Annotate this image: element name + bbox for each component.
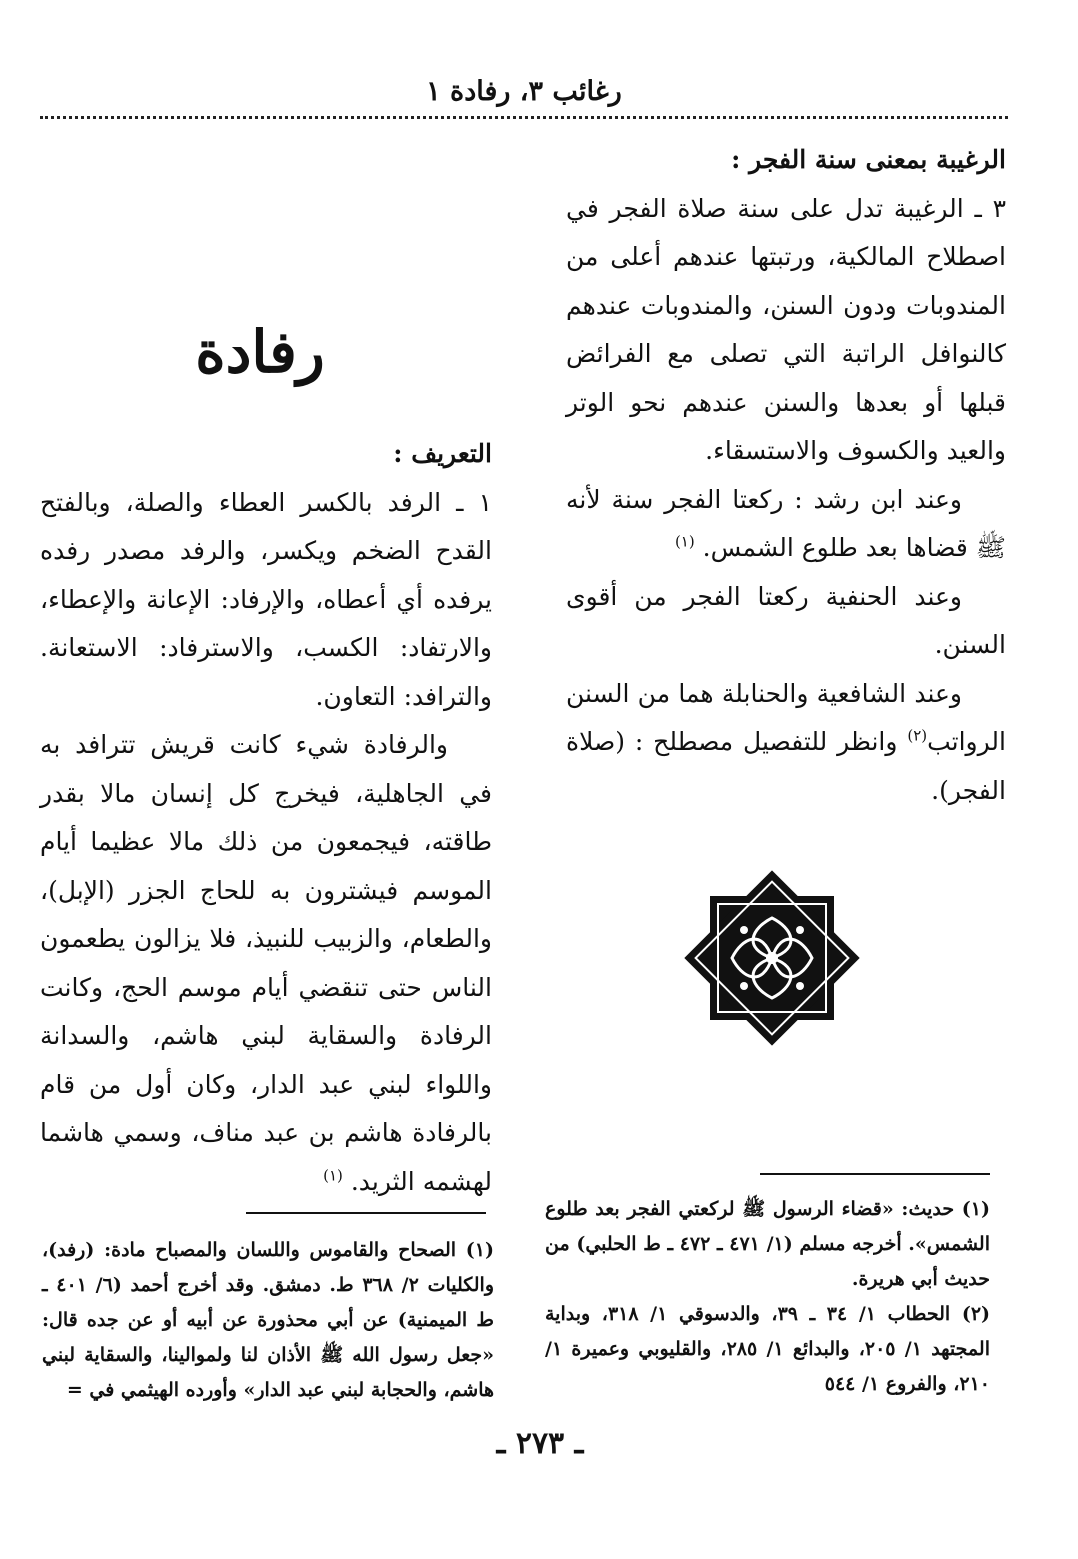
footnote-ref: (١) <box>323 1166 343 1185</box>
right-column <box>566 136 1006 815</box>
star-ornament-icon <box>682 868 862 1048</box>
paragraph-text: وعند الشافعية والحنابلة هما من السنن الرواتب <box>566 678 1006 756</box>
footnotes-left <box>42 1233 494 1408</box>
paragraph: ٣ ـ الرغيبة تدل على سنة صلاة الفجر في اصطلاح المالكية، ورتبتها عندهم أعلى من المندوبات ودون السنن، والمندوبات عندهم كالنوافل الراتبة التي تصلى مع الفرائض قبلها أو بعدها والسنن عندهم نحو الوتر والعيد والكسوف والاستسقاء. <box>566 193 1006 465</box>
section-heading: الرغيبة بمعنى سنة الفجر : <box>731 145 1006 174</box>
header-dotted-rule <box>40 116 1008 119</box>
paragraph-text: والرفادة شيء كانت قريش تترافد به في الجاهلية، فيخرج كل إنسان مالا بقدر طاقته، فيجمعون من ذلك مالا عظيما أيام الموسم فيشترون به للحاج الجزر (الإبل)، والطعام، والزبيب للنبيذ، فلا يزالون يطعمون الناس حتى تنقضي أيام موسم الحج، وكانت الرفادة والسقاية لبني هاشم، والسدانة واللواء لبني عبد الدار، وكان أول من قام بالرفادة هاشم بن عبد مناف، وسمي هاشما لهشمه الثريد. <box>40 730 492 1196</box>
footnote: (٢) الحطاب ١/ ٣٤ ـ ٣٩، والدسوقي ١/ ٣١٨، وبداية المجتهد ١/ ٢٠٥، والبدائع ١/ ٢٨٥، والقليوبي وعميرة ١/ ٢١٠، والفروع ١/ ٥٤٤ <box>545 1303 991 1395</box>
paragraph-text: وعند ابن رشد : ركعتا الفجر سنة لأنه ﷺ قضاها بعد طلوع الشمس. <box>566 484 1006 562</box>
paragraph: وعند الحنفية ركعتا الفجر من أقوى السنن. <box>566 581 1006 659</box>
entry-title: رفادة <box>195 318 325 386</box>
footnote-divider <box>246 1212 486 1214</box>
paragraph <box>566 670 1006 816</box>
paragraph <box>566 476 1006 573</box>
footnote-ref: (٢) <box>907 726 928 745</box>
paragraph-text: وانظر للتفصيل مصطلح : (صلاة الفجر). <box>566 727 1006 805</box>
paragraph <box>40 721 492 1206</box>
running-header: رغائب ٣، رفادة ١ <box>426 76 622 107</box>
footnote-divider <box>760 1173 990 1175</box>
footnote-ref: (١) <box>674 532 695 551</box>
footnote: (١) الصحاح والقاموس واللسان والمصباح مادة: (رفد)، والكليات ٢/ ٣٦٨ ط. دمشق. وقد أخرج أحمد (٦/ ٤٠١ ـ ط الميمنية) عن أبي محذورة عن أبيه أو عن جده قال: «جعل رسول الله ﷺ الأذان لنا ولموالينا، والسقاية لبني هاشم، والحجابة لبني عبد الدار» وأورده الهيثمي في = <box>42 1239 495 1401</box>
footnotes-right <box>545 1192 990 1402</box>
definition-heading: التعريف : <box>393 439 492 468</box>
paragraph: ١ ـ الرفد بالكسر العطاء والصلة، وبالفتح القدح الضخم ويكسر، والرفد مصدر رفده يرفده أي أعطاه، والإرفاد: الإعانة والإعطاء، والارتفاد: الكسب، والاسترفاد: الاستعانة. والترافد: التعاون. <box>40 487 492 711</box>
footnote: (١) حديث: «قضاء الرسول ﷺ لركعتي الفجر بعد طلوع الشمس». أخرجه مسلم (١/ ٤٧١ ـ ٤٧٢ ـ ط الحلبي) من حديث أبي هريرة. <box>545 1198 990 1290</box>
page-number: ـ ٢٧٣ ـ <box>496 1426 584 1461</box>
left-column <box>40 430 492 1206</box>
